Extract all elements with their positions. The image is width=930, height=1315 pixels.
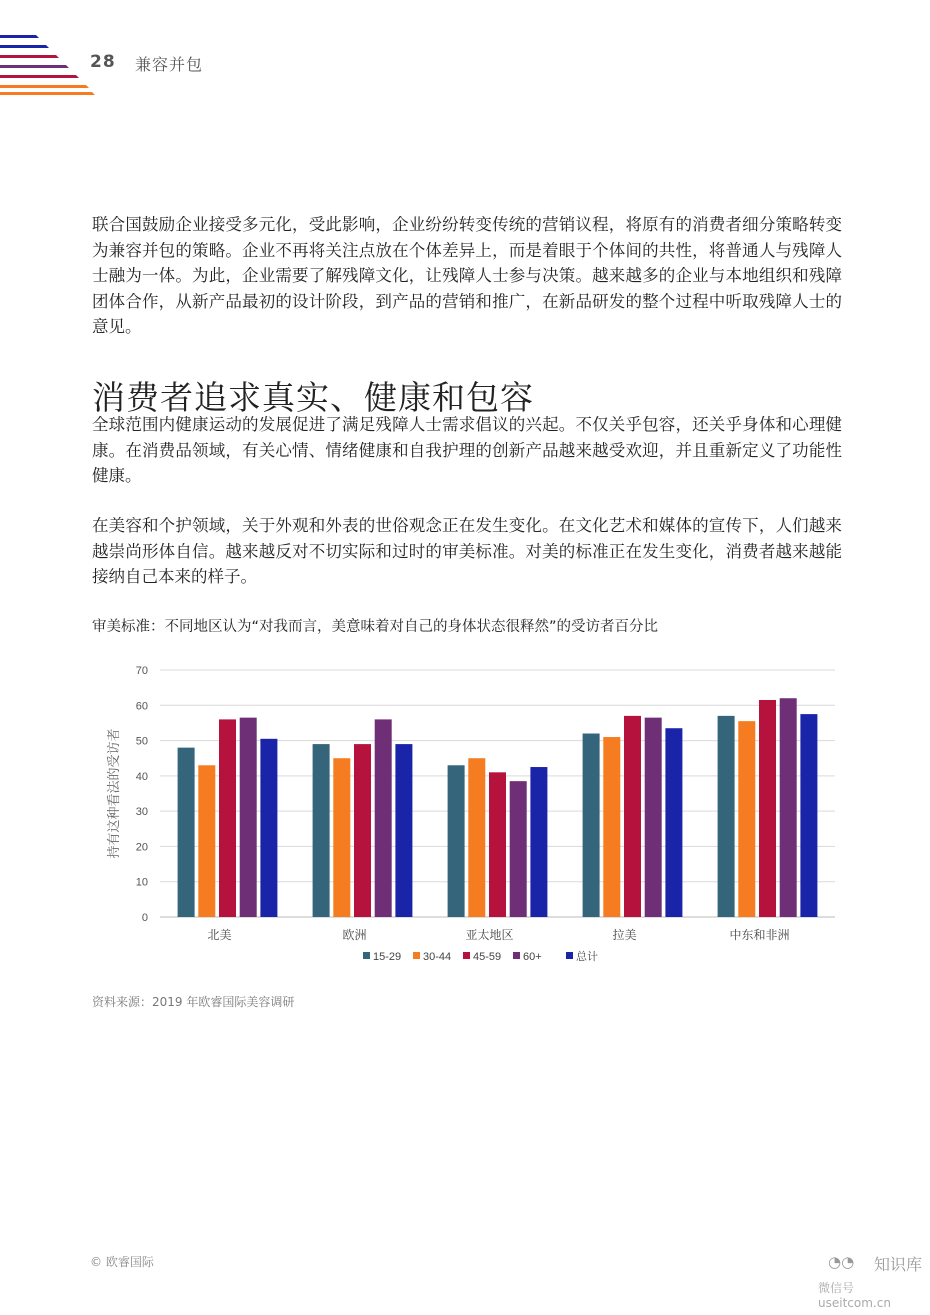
x-tick-label: 拉美 <box>612 928 637 942</box>
x-tick-label: 欧洲 <box>342 928 367 942</box>
x-tick-label: 亚太地区 <box>465 928 514 942</box>
wechat-icon: ◔◔ <box>828 1253 855 1271</box>
y-tick-label: 50 <box>135 735 148 748</box>
y-tick-label: 20 <box>135 841 148 854</box>
legend-swatch <box>513 952 520 959</box>
bar <box>333 758 350 917</box>
bar <box>510 781 527 917</box>
y-tick-label: 10 <box>135 876 148 889</box>
section-heading: 消费者追求真实、健康和包容 <box>92 378 534 417</box>
x-tick-label: 北美 <box>207 928 232 942</box>
bar <box>354 744 371 917</box>
bar <box>800 714 817 917</box>
bar <box>198 765 215 917</box>
body-paragraph-1: 全球范围内健康运动的发展促进了满足残障人士需求倡议的兴起。不仅关乎包容，还关乎身体和心理健康。在消费品领域，有关心情、情绪健康和自我护理的创新产品越来越受欢迎，并且重新定义了功能性健康。 <box>92 415 842 485</box>
bar <box>530 767 547 917</box>
legend-label: 45-59 <box>473 951 502 963</box>
bar <box>395 744 412 917</box>
bar <box>624 716 641 917</box>
y-tick-label: 0 <box>141 912 148 924</box>
bar <box>718 716 735 917</box>
watermark-account: 微信号 useitcom.cn <box>818 1281 891 1310</box>
corner-stripes-decoration <box>0 0 100 100</box>
bar <box>468 758 485 917</box>
y-tick-label: 60 <box>135 700 148 713</box>
bar <box>219 719 236 917</box>
source-note: 资料来源：2019 年欧睿国际美容调研 <box>92 995 295 1009</box>
bar <box>313 744 330 917</box>
intro-paragraph: 联合国鼓励企业接受多元化，受此影响，企业纷纷转变传统的营销议程，将原有的消费者细分策略转变为兼容并包的策略。企业不再将关注点放在个体差异上，而是着眼于个体间的共性，将普通人与残障人士融为一体。为此，企业需要了解残障文化，让残障人士参与决策。越来越多的企业与本地组织和残障团体合作，从新产品最初的设计阶段，到产品的营销和推广，在新品研发的整个过程中听取残障人士的意见。 <box>92 215 842 336</box>
bar <box>448 765 465 917</box>
legend-swatch <box>413 952 420 959</box>
legend-swatch <box>363 952 370 959</box>
y-tick-label: 40 <box>135 770 148 783</box>
x-tick-label: 中东和非洲 <box>729 928 790 942</box>
bar <box>260 739 277 917</box>
bar <box>603 737 620 917</box>
bar <box>240 718 257 917</box>
legend-label: 15-29 <box>373 951 402 963</box>
y-tick-label: 70 <box>135 665 148 677</box>
bar <box>375 719 392 917</box>
bar <box>489 772 506 917</box>
legend-label: 30-44 <box>423 951 452 963</box>
bar <box>665 728 682 917</box>
legend-swatch <box>566 952 573 959</box>
bar <box>780 698 797 917</box>
bar <box>178 748 195 917</box>
legend-label: 总计 <box>576 951 598 963</box>
bar <box>583 734 600 917</box>
bar <box>759 700 776 917</box>
copyright: © 欧睿国际 <box>90 1255 154 1269</box>
bar <box>738 721 755 917</box>
section-name: 兼容并包 <box>135 55 204 74</box>
watermark-brand: 知识库 <box>874 1255 923 1274</box>
bar <box>645 718 662 917</box>
page-number: 28 <box>90 52 116 72</box>
bar-chart <box>100 650 845 975</box>
legend-label: 60+ <box>523 951 542 963</box>
chart-caption: 审美标准：不同地区认为“对我而言，美意味着对自己的身体状态很释然”的受访者百分比 <box>92 619 659 635</box>
body-paragraph-2: 在美容和个护领域，关于外观和外表的世俗观念正在发生变化。在文化艺术和媒体的宣传下，人们越来越崇尚形体自信。越来越反对不切实际和过时的审美标准。对美的标准正在发生变化，消费者越来越能接纳自己本来的样子。 <box>92 516 842 586</box>
y-axis-label: 持有这种看法的受访者 <box>107 728 122 859</box>
y-tick-label: 30 <box>135 806 148 819</box>
legend-swatch <box>463 952 470 959</box>
